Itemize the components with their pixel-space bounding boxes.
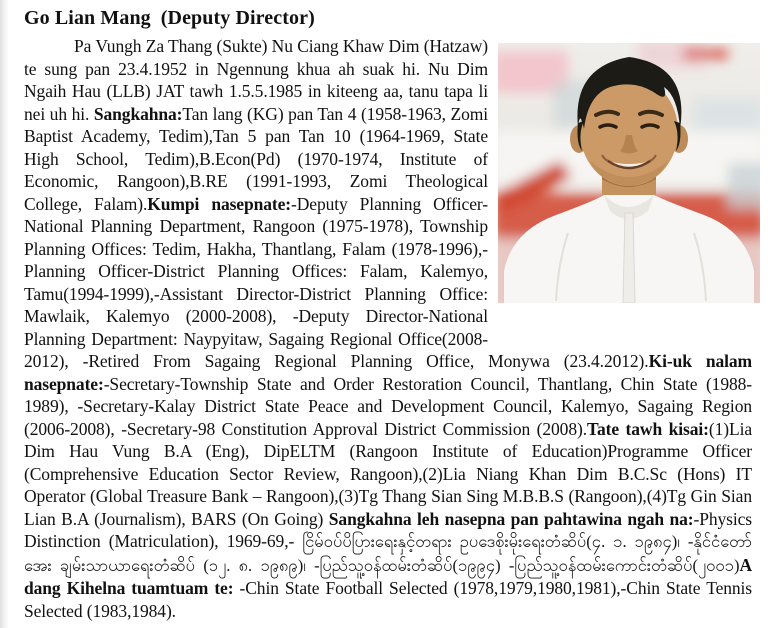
bio-segment-children: (1)Lia Dim Hau Vung B.A (Eng), DipELTM (Rangoon Institute of Education)Programme Officer (Comprehensive Education Sector Review, Rangoon),(2)Lia Niang Khan Dim B.C.Sc (Hons) IT Operator (Global Treasure Bank – Rangoon),(3)Tg Thang Sian Sing M.B.B.S (Rangoon),(4)Tg Gin Sian Lian B.A (Journalism), BARS (On Going): [24, 418, 753, 529]
portrait-photo-image: [498, 43, 760, 303]
bio-label-tate-tawh-kisai: Tate tawh kisai:: [587, 418, 709, 439]
bio-label-kiuk-nalam-nasepnate: Ki-uk nalam nasepnate:: [24, 351, 753, 394]
bio-segment-government-career: -Deputy Planning Officer-National Planning Department, Rangoon (1975-1978), Township Planning Offices: Tedim, Hakha, Thantlang, Falam (1978-1996),-Planning Officer-District Planning Offices: Falam, Kalemyo, Tamu(1994-1999),-Assistant Director-District Planning Office: Mawlaik, Kalemyo (2000-2008), -Deputy Director-National Planning Department: Naypyitaw, Sagaing Regional Office(2008-2012), -Retired From Sagaing Regional Planning Office, Monywa (23.4.2012).: [24, 193, 649, 371]
portrait-photo: [498, 43, 760, 303]
bio-segment-awards-english: -Physics Distinction (Matriculation), 1969-69,-: [24, 508, 753, 551]
bio-segment-education: Tan lang (KG) pan Tan 4 (1958-1963, Zomi Baptist Academy, Tedim),Tan 5 pan Tan 10 (1964-1969, State High School, Tedim),B.Econ(Pd) (1970-1974, Institute of Economic, Rangoon),B.RE (1991-1993, Zomi Theological College, Falam).: [24, 103, 488, 214]
bio-label-kumpi-nasepnate: Kumpi nasepnate:: [147, 193, 292, 214]
scan-gutter-shadow: [0, 0, 9, 628]
bio-label-sangkahna: Sangkahna:: [93, 103, 183, 124]
bio-segment-sports: -Chin State Football Selected (1978,1979,1980,1981),-Chin State Tennis Selected (1983,1984).: [24, 578, 753, 621]
bio-segment-administrative-roles: -Secretary-Township State and Order Restoration Council, Thantlang, Chin State (1988-1989), -Secretary-Kalay District State Peace and Development Council, Kalemyo, Sagaing Region (2006-2008), -Secretary-98 Constitution Approval District Commission (2008).: [24, 373, 752, 439]
biography-paragraph: [24, 35, 752, 622]
bio-segment-family: Pa Vungh Za Thang (Sukte) Nu Ciang Khaw Dim (Hatzaw) te sung pan 23.4.1952 in Ngennung khua ah suak hi. Nu Dim Ngaih Hau (LLB) JAT tawh 1.5.5.1985 in kiteeng aa, tanu tapa li nei uh hi.: [24, 36, 488, 124]
bio-segment-awards-burmese: ငြိမ်ဝပ်ပိပြားရေးနှင့်တရား ဥပဒေစိုးမိုးရေးတံဆိပ်(၄. ၁. ၁၉၈၄)၊ -နိုင်ငံတော်အေး ချမ်းသာယာရေးတံဆိပ် (၁၂. ၈. ၁၉၈၉)၊ -ပြည်သူ့ဝန်ထမ်းတံဆိပ်(၁၉၉၄) -ပြည်သူ့ဝန်ထမ်းကောင်းတံဆိပ်(၂၀၀၁): [24, 532, 753, 575]
bio-label-a-dang-kihelna: A dang Kihelna tuamtuam te:: [24, 554, 752, 598]
entry-title: [24, 6, 752, 30]
bio-label-pahtawina: Sangkahna leh nasepna pan pahtawina ngah na:: [328, 508, 694, 529]
person-role: (Deputy Director): [160, 7, 315, 29]
person-name: Go Lian Mang: [24, 7, 151, 29]
